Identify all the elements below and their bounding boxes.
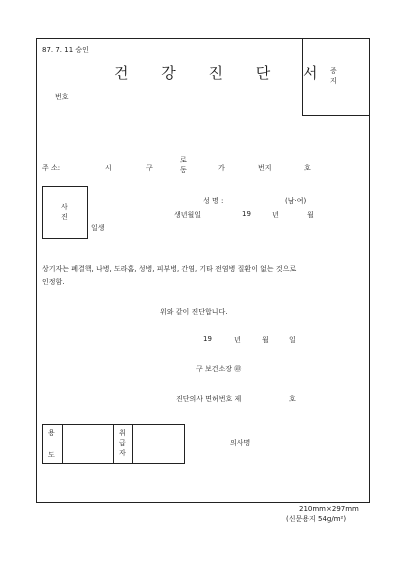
address-dong: 동 — [180, 166, 187, 174]
issue-day-unit: 일 — [289, 336, 296, 344]
stamp-char-2: 지 — [330, 77, 337, 85]
birth-year-prefix: 19 — [242, 210, 251, 218]
license-number-ho: 호 — [289, 395, 296, 403]
usage-char-bottom: 도 — [48, 451, 55, 459]
handler-char-2: 급 — [119, 439, 126, 447]
gender-label: (남·여) — [285, 197, 307, 205]
birth-day-unit: 일생 — [91, 224, 105, 232]
usage-divider-1 — [62, 425, 63, 463]
doctor-name-label: 의사명 — [230, 439, 251, 447]
stamp-label — [330, 66, 337, 86]
address-si: 시 — [105, 164, 112, 172]
address-beonji: 번지 — [258, 164, 272, 172]
usage-char-top: 용 — [48, 429, 55, 437]
paper-size: 210mm×297mm — [299, 505, 359, 513]
usage-divider-2 — [113, 425, 114, 463]
statement-line-2: 인정함. — [42, 278, 65, 286]
stamp-char-1: 증 — [330, 67, 337, 75]
issue-year-unit: 년 — [234, 336, 241, 344]
health-center-head: 구 보건소장 ㊞ — [196, 365, 242, 373]
statement-confirm: 위와 같이 진단합니다. — [160, 308, 228, 316]
photo-char-2: 진 — [61, 213, 68, 221]
address-ro-dong — [180, 155, 187, 175]
handler-label — [119, 428, 126, 458]
statement-line-1: 상기자는 폐결핵, 나병, 도라홈, 성병, 피부병, 간염, 기타 전염병 질환이 없는 것으로 — [42, 265, 297, 273]
issue-year-prefix: 19 — [203, 335, 212, 343]
usage-divider-3 — [132, 425, 133, 463]
birth-year-unit: 년 — [272, 211, 279, 219]
paper-weight: (신문용지 54g/m²) — [286, 515, 347, 523]
handler-char-3: 자 — [119, 449, 126, 457]
page-title: 건 강 진 단 서 — [114, 64, 332, 82]
issue-month-unit: 월 — [262, 336, 269, 344]
address-ho: 호 — [304, 164, 311, 172]
address-ga: 가 — [218, 164, 225, 172]
birth-month-unit: 월 — [307, 211, 314, 219]
photo-label — [61, 202, 68, 222]
usage-handler-box — [42, 424, 185, 464]
name-label: 성 명 : — [203, 197, 224, 205]
address-ro: 로 — [180, 156, 187, 164]
photo-char-1: 사 — [61, 203, 68, 211]
number-label: 번호 — [55, 93, 69, 101]
handler-char-1: 취 — [119, 429, 126, 437]
license-number-label: 진단의사 면허번호 제 — [176, 395, 242, 403]
address-gu: 구 — [146, 164, 153, 172]
birth-label: 생년월일 — [174, 211, 202, 219]
approval-note: 87. 7. 11 승인 — [42, 46, 89, 54]
address-label: 주 소: — [42, 164, 61, 172]
